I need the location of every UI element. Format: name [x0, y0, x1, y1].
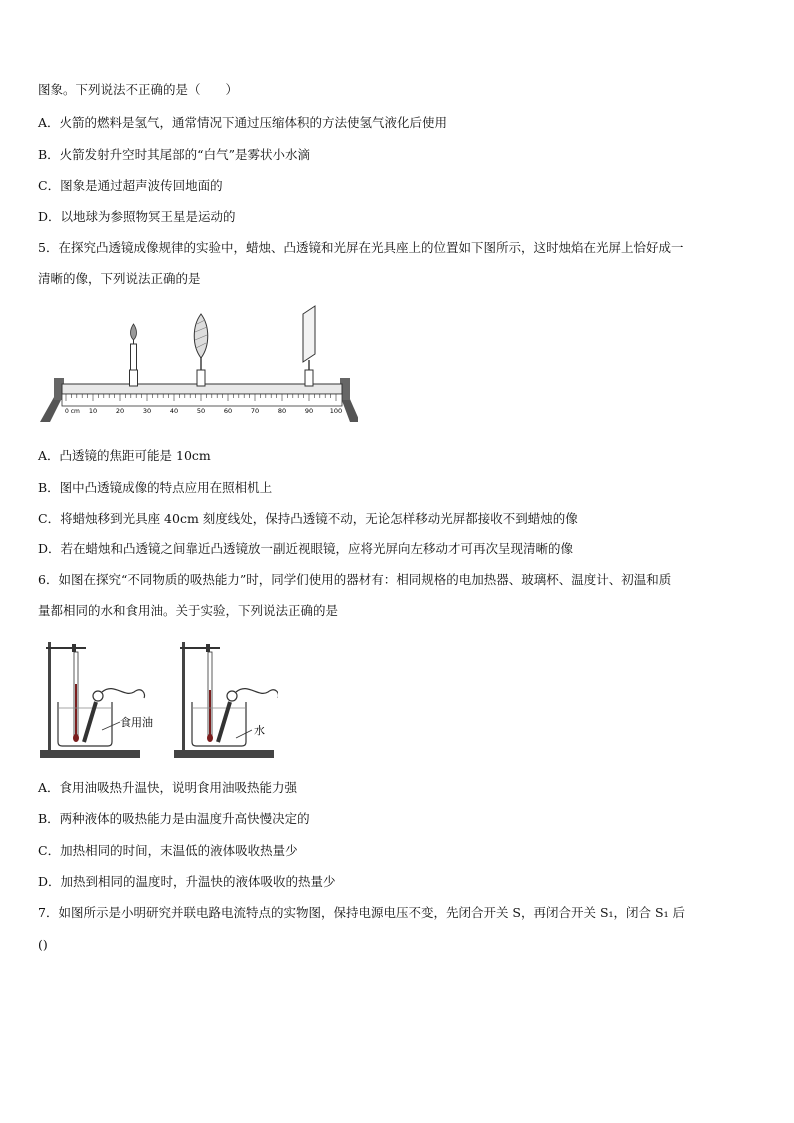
q5-stem-line2: 清晰的像，下列说法正确的是: [38, 271, 201, 286]
light-screen: [303, 306, 315, 386]
right-stand: [174, 642, 278, 758]
q4-option-c: C．图象是通过超声波传回地面的: [38, 178, 223, 193]
q5-option-d: D．若在蜡烛和凸透镜之间靠近凸透镜放一副近视眼镜，应将光屏向左移动才可再次呈现清晰的像: [38, 541, 574, 556]
bench-tick-label: 100: [329, 407, 343, 415]
bench-tick-label: 10: [88, 407, 98, 415]
q4-option-b: B．火箭发射升空时其尾部的“白气”是雾状小水滴: [38, 147, 310, 162]
q5-option-a: A．凸透镜的焦距可能是 10cm: [38, 448, 211, 463]
q4-stem-tail: 图象。下列说法不正确的是（ ）: [38, 82, 239, 97]
q7-stem-line2: (): [38, 937, 48, 952]
q5-option-b: B．图中凸透镜成像的特点应用在照相机上: [38, 480, 273, 495]
q6-option-b: B．两种液体的吸热能力是由温度升高快慢决定的: [38, 811, 310, 826]
candle-flame: [131, 324, 137, 340]
candle: [130, 324, 138, 386]
bench-tick-label: 60: [223, 407, 233, 415]
q6-stem-line2: 量都相同的水和食用油。关于实验，下列说法正确的是: [38, 603, 339, 618]
label-cooking-oil: 食用油: [120, 716, 153, 729]
bench-tick-label: 20: [115, 407, 125, 415]
bench-tick-label: 40: [169, 407, 179, 415]
bench-tick-label: 70: [250, 407, 260, 415]
q6-stem-line1: 6．如图在探究“不同物质的吸热能力”时，同学们使用的器材有：相同规格的电加热器、玻璃杯、温度计、初温和质: [38, 572, 672, 587]
q4-option-d: D．以地球为参照物冥王星是运动的: [38, 209, 236, 224]
label-water: 水: [254, 724, 265, 737]
convex-lens: [194, 314, 208, 386]
q6-option-a: A．食用油吸热升温快，说明食用油吸热能力强: [38, 780, 298, 795]
bench-tick-label: 80: [277, 407, 287, 415]
q5-option-c: C．将蜡烛移到光具座 40cm 刻度线处，保持凸透镜不动，无论怎样移动光屏都接收不到蜡烛的像: [38, 511, 578, 526]
q5-stem-line1: 5．在探究凸透镜成像规律的实验中，蜡烛、凸透镜和光屏在光具座上的位置如下图所示，这时烛焰在光屏上恰好成一: [38, 240, 684, 255]
bench-unit-label: 0 cm: [65, 408, 80, 415]
optical-bench-figure: [38, 300, 358, 430]
left-stand: [40, 642, 153, 758]
bench-tick-label: 50: [196, 407, 206, 415]
bench-tick-label: 90: [304, 407, 314, 415]
q6-option-c: C．加热相同的时间，末温低的液体吸收热量少: [38, 843, 298, 858]
q4-option-a: A．火箭的燃料是氢气，通常情况下通过压缩体积的方法使氢气液化后使用: [38, 115, 448, 130]
bench-tick-labels: [89, 407, 342, 415]
heating-apparatus-figure: [38, 634, 278, 762]
q7-stem-line1: 7．如图所示是小明研究并联电路电流特点的实物图，保持电源电压不变，先闭合开关 S，再闭合开关 S₁，闭合 S₁ 后: [38, 905, 686, 920]
q6-option-d: D．加热到相同的温度时，升温快的液体吸收的热量少: [38, 874, 336, 889]
bench-tick-label: 30: [142, 407, 152, 415]
